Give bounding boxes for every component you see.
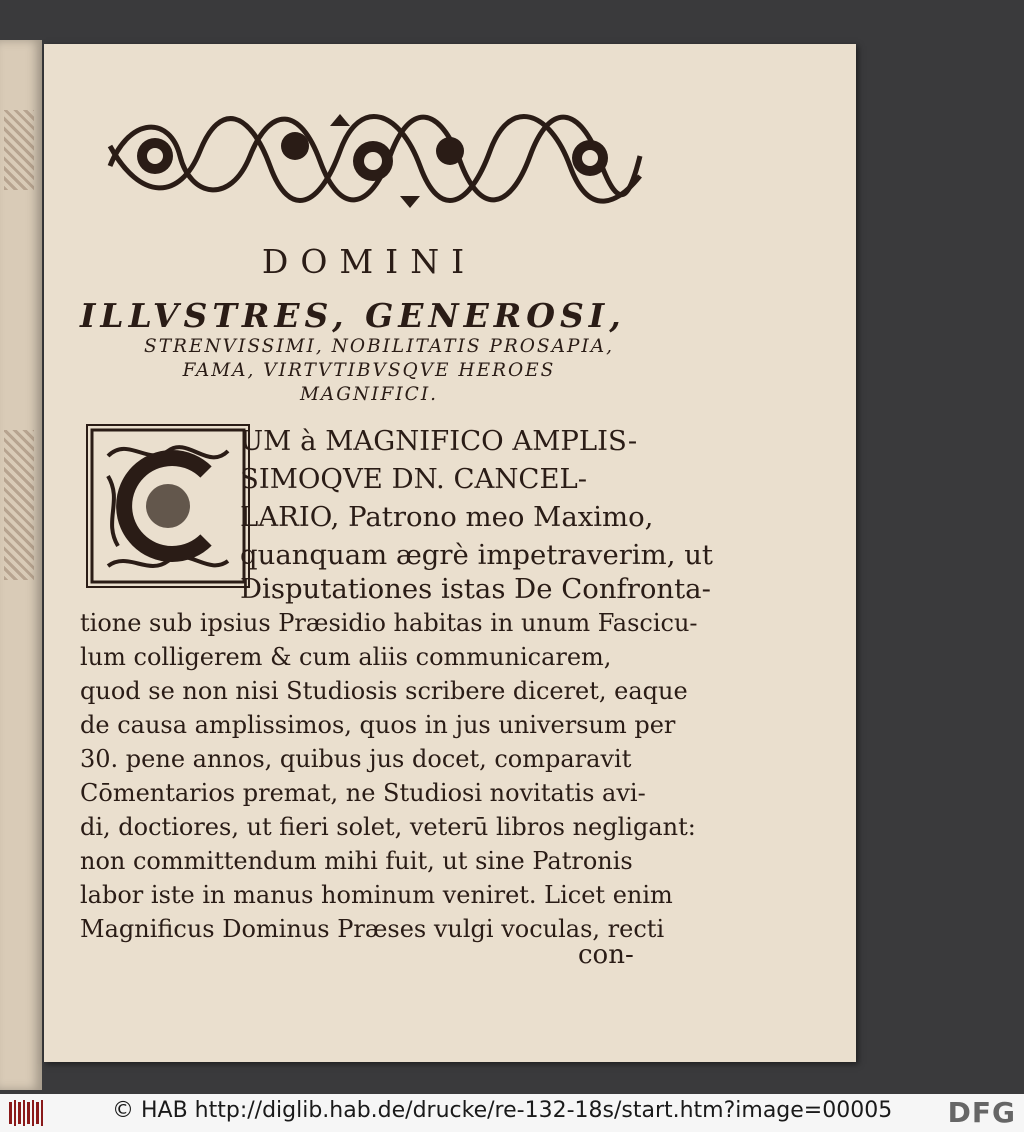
book-page bbox=[44, 44, 856, 1062]
body-line-14: labor iste in manus hominum veniret. Licet enim bbox=[80, 881, 673, 909]
subtitle-line-3: MAGNIFICI. bbox=[299, 384, 439, 405]
catchword: con- bbox=[578, 940, 634, 970]
heading-domini: DOMINI bbox=[261, 242, 477, 281]
bleed-through-ornament bbox=[4, 430, 34, 580]
body-line-13: non committendum mihi fuit, ut sine Patronis bbox=[80, 847, 633, 875]
left-page-edge bbox=[0, 40, 42, 1090]
dfg-logo: DFG bbox=[947, 1096, 1016, 1129]
body-line-12: di, doctiores, ut fieri solet, veterū libros negligant: bbox=[80, 813, 696, 841]
body-line-2: SIMOQVE DN. CANCEL- bbox=[240, 463, 588, 495]
subtitle-line-2: FAMA, VIRTVTIBVSQVE HEROES bbox=[182, 360, 556, 381]
body-line-15: Magnificus Dominus Præses vulgi voculas, recti bbox=[80, 915, 665, 943]
body-line-4: quanquam ægrè impetraverim, ut bbox=[240, 539, 713, 571]
body-line-6: tione sub ipsius Præsidio habitas in unum Fascicu- bbox=[80, 609, 698, 637]
bleed-through-ornament bbox=[4, 110, 34, 190]
library-barcode-logo bbox=[8, 1098, 48, 1128]
body-line-9: de causa amplissimos, quos in jus universum per bbox=[80, 711, 676, 739]
body-line-10: 30. pene annos, quibus jus docet, comparavit bbox=[80, 745, 632, 773]
body-line-1: UM à MAGNIFICO AMPLIS- bbox=[240, 425, 638, 457]
body-line-7: lum colligerem & cum aliis communicarem, bbox=[80, 643, 612, 671]
body-line-8: quod se non nisi Studiosis scribere diceret, eaque bbox=[80, 677, 688, 705]
viewer-footer-bar bbox=[0, 1094, 1024, 1132]
woodcut-headpiece-ornament bbox=[100, 106, 646, 214]
subtitle-line-1: STRENVISSIMI, NOBILITATIS PROSAPIA, bbox=[144, 336, 614, 357]
title-line: ILLVSTRES, GENEROSI, bbox=[80, 296, 626, 335]
body-line-5: Disputationes istas De Confronta- bbox=[240, 573, 711, 605]
body-line-3: LARIO, Patrono meo Maximo, bbox=[240, 501, 654, 533]
body-line-11: Cōmentarios premat, ne Studiosi novitatis avi- bbox=[80, 779, 646, 807]
copyright-link[interactable]: © HAB http://diglib.hab.de/drucke/re-132-18s/start.htm?image=00005 bbox=[112, 1098, 893, 1123]
decorated-initial-c bbox=[86, 424, 250, 588]
